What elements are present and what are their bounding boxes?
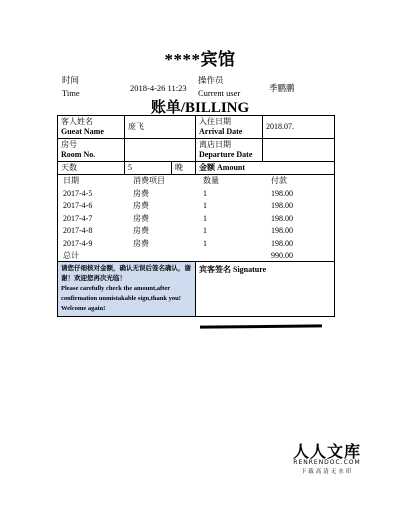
col-header-pay: 付款 [271, 176, 287, 185]
row-date: 2017-4-7 [63, 213, 93, 223]
row-pay: 198.00 [271, 213, 293, 223]
row-qty: 1 [203, 213, 207, 223]
row-date: 2017-4-5 [63, 188, 93, 198]
row-item: 房费 [133, 238, 149, 248]
row-item: 房费 [133, 188, 149, 198]
days-row [58, 162, 335, 175]
notice-row [58, 262, 335, 317]
time-label-cn: 时间 [62, 75, 80, 85]
row-item: 房费 [133, 213, 149, 223]
departure-date-value [263, 139, 335, 162]
row-qty: 1 [203, 226, 207, 235]
watermark-slogan: 下载高清无水印 [300, 469, 354, 475]
signature-label: 宾客签名 Signature [196, 262, 335, 317]
row-qty: 1 [203, 201, 207, 210]
watermark-brand: 人人文库 [292, 442, 361, 461]
table-row [58, 213, 334, 226]
row-date: 2017-4-6 [63, 201, 93, 210]
table-row [58, 200, 334, 213]
table-row [58, 238, 334, 251]
total-row [58, 250, 334, 261]
signature-line [200, 324, 322, 328]
col-header-qty: 数量 [203, 176, 219, 185]
notice-en: Please carefully check the amount,after confirmation unmistakable sign,thank you! Welcome again! [61, 285, 181, 312]
hotel-name: ****宾馆 [164, 50, 236, 69]
operator-label-cn: 操作员 [198, 75, 224, 85]
col-header-date: 日期 [63, 176, 79, 185]
row-item: 房费 [133, 226, 149, 235]
col-header-item: 消费项目 [133, 176, 165, 185]
table-row [58, 225, 334, 238]
operator-value: 季鹏鹏 [269, 83, 295, 93]
items-header [58, 175, 334, 188]
total-value: 990.00 [271, 251, 293, 260]
guest-name-label: 客人姓名 Gueat Name [58, 116, 125, 139]
amount-label: 金额 Amount [196, 162, 335, 175]
items-section [58, 175, 335, 262]
table-row [58, 188, 334, 201]
guest-name-value: 庞飞 [125, 116, 196, 139]
row-pay: 198.00 [271, 188, 293, 198]
row-date: 2017-4-8 [63, 226, 93, 235]
total-label: 总计 [63, 251, 79, 260]
time-value: 2018-4-26 11:23 [130, 83, 187, 93]
row-qty: 1 [203, 188, 207, 198]
row-pay: 198.00 [271, 226, 293, 235]
items-row [58, 175, 335, 262]
guest-name-row [58, 116, 335, 139]
row-date: 2017-4-9 [63, 238, 93, 248]
departure-date-label: 离店日期 Departure Date [196, 139, 263, 162]
days-value: 5 [125, 162, 172, 175]
notice-cn: 请您仔细核对金额，确认无误后签名确认，谢谢！欢迎您再次光临！ [61, 265, 191, 282]
arrival-date-label: 入住日期 Arrival Date [196, 116, 263, 139]
room-row [58, 139, 335, 162]
row-item: 房费 [133, 201, 149, 210]
operator-label-en: Current user [198, 88, 241, 98]
time-label-en: Time [62, 88, 80, 98]
watermark-site: RENRENDOC.COM [293, 459, 361, 466]
billing-table [57, 115, 335, 317]
arrival-date-value: 2018.07. [263, 116, 335, 139]
bill-title: 账单/BILLING [150, 100, 250, 116]
row-qty: 1 [203, 238, 207, 248]
notice-box [58, 262, 196, 317]
days-label: 天数 [58, 162, 125, 175]
nights-label: 晚 [172, 162, 196, 175]
room-label: 房号 Room No. [58, 139, 125, 162]
row-pay: 198.00 [271, 201, 293, 210]
row-pay: 198.00 [271, 238, 293, 248]
room-value [125, 139, 196, 162]
